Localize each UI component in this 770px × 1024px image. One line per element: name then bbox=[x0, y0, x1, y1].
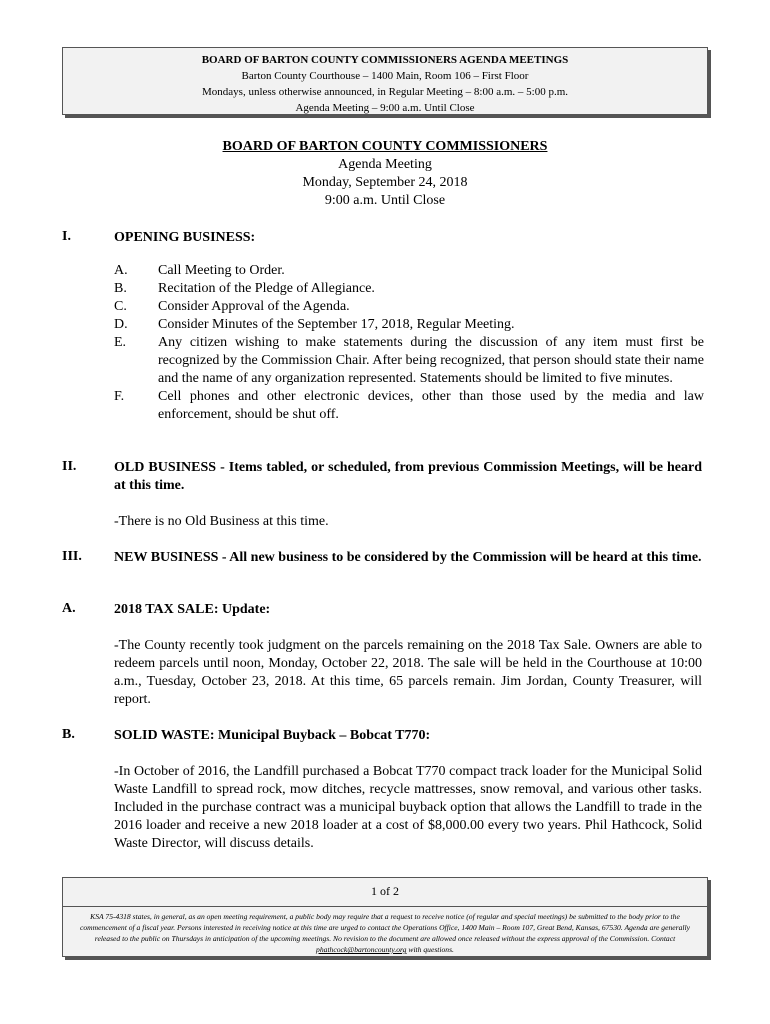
header-box bbox=[62, 47, 708, 115]
list-item: D. Consider Minutes of the September 17, 2018, Regular Meeting. bbox=[114, 317, 515, 332]
title-meeting-type: Agenda Meeting bbox=[338, 157, 432, 172]
header-schedule: Mondays, unless otherwise announced, in Regular Meeting – 8:00 a.m. – 5:00 p.m. bbox=[202, 86, 568, 98]
title-board: BOARD OF BARTON COUNTY COMMISSIONERS bbox=[222, 139, 548, 154]
section-3-number: III. bbox=[62, 549, 82, 564]
list-item: B. Recitation of the Pledge of Allegiance. bbox=[114, 281, 375, 296]
section-1-heading: OPENING BUSINESS: bbox=[114, 230, 256, 245]
list-item: F. Cell phones and other electronic devices, other than those used by the media and law enforcement, should be shut off. bbox=[114, 389, 704, 422]
section-2-body: -There is no Old Business at this time. bbox=[114, 514, 329, 529]
section-1-number: I. bbox=[62, 229, 71, 244]
item-a-heading: 2018 TAX SALE: Update: bbox=[114, 602, 271, 617]
item-b-heading: SOLID WASTE: Municipal Buyback – Bobcat T770: bbox=[114, 728, 431, 743]
header-title: BOARD OF BARTON COUNTY COMMISSIONERS AGENDA MEETINGS bbox=[201, 54, 569, 66]
item-a-body: -The County recently took judgment on the parcels remaining on the 2018 Tax Sale. Owners are able to redeem parcels until noon, Monday, October 22, 2018. The sale will be held in the Courthouse at 10:00 a.m., Tuesday, October 23, 2018. At this time, 65 parcels remain. Jim Jordan, County Treasurer, will report. bbox=[114, 638, 702, 707]
item-b-body: -In October of 2016, the Landfill purchased a Bobcat T770 compact track loader for the Municipal Solid Waste Landfill to spread rock, mow ditches, recycle mattresses, snow removal, and various other tasks. Included in the purchase contract was a municipal buyback option that allows the Landfill to trade in the 2016 loader and receive a new 2018 loader at a cost of $8,000.00 every two years. Phil Hathcock, Solid Waste Director, will discuss details. bbox=[114, 764, 702, 851]
title-date: Monday, September 24, 2018 bbox=[302, 175, 468, 190]
section-2-number: II. bbox=[62, 459, 77, 474]
document-title bbox=[0, 138, 770, 210]
footer-notice: KSA 75-4318 states, in general, as an open meeting requirement, a public body may require that a request to receive notice (of regular and special meetings) be submitted to the body prior to the commencement of a fiscal year. Persons interested in receiving notice at this time are urged to contact the Operations Office, 1400 Main – Room 107, Great Bend, Kansas, 67530. Agenda are generally released to the public on Thursdays in anticipation of the upcoming meetings. No revision to the document are allowed once released without the express approval of the Commission. Contact phathcock@bartoncounty.org with questions. bbox=[80, 912, 690, 954]
item-b-letter: B. bbox=[62, 727, 75, 742]
list-item: C. Consider Approval of the Agenda. bbox=[114, 299, 350, 314]
section-2-heading: OLD BUSINESS - Items tabled, or scheduled, from previous Commission Meetings, will be heard at this time. bbox=[114, 460, 702, 493]
header-agenda-time: Agenda Meeting – 9:00 a.m. Until Close bbox=[295, 102, 475, 114]
footer-box bbox=[62, 877, 708, 957]
item-a-letter: A. bbox=[62, 601, 76, 616]
list-item: A. Call Meeting to Order. bbox=[114, 263, 285, 278]
footer-divider bbox=[63, 906, 707, 907]
list-item: E. Any citizen wishing to make statements during the discussion of any item must first be recognized by the Commission Chair. After being recognized, that person should state their name and the name of any organization represented. Statements should be limited to five minutes. bbox=[114, 335, 704, 386]
header-location: Barton County Courthouse – 1400 Main, Room 106 – First Floor bbox=[241, 70, 529, 82]
opening-business-list bbox=[114, 262, 704, 424]
page-number: 1 of 2 bbox=[371, 884, 399, 898]
contact-email-link[interactable]: phathcock@bartoncounty.org bbox=[316, 945, 407, 954]
title-time: 9:00 a.m. Until Close bbox=[324, 193, 446, 208]
section-3-heading: NEW BUSINESS - All new business to be considered by the Commission will be heard at this time. bbox=[114, 550, 702, 565]
